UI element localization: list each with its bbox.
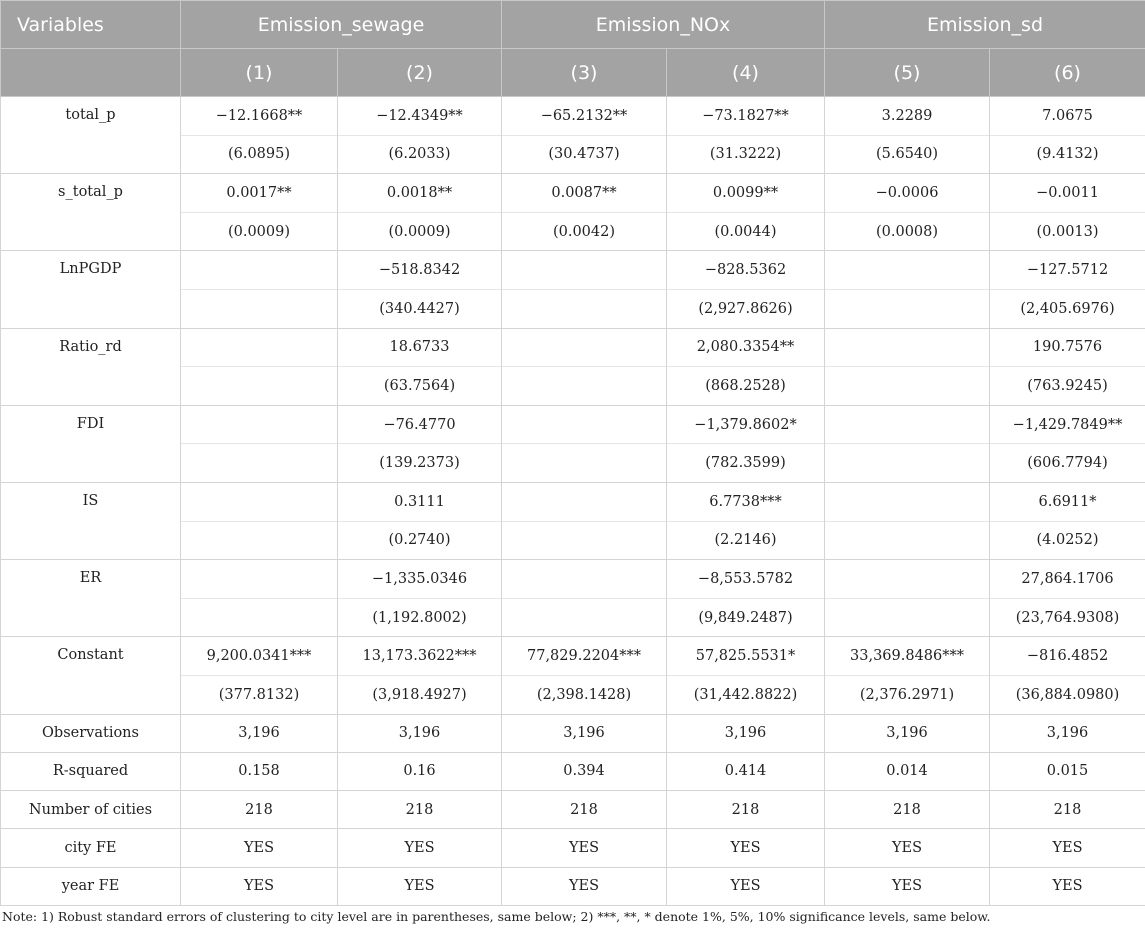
standard-error-cell: (0.0042) xyxy=(502,212,667,251)
standard-error-cell: (6.2033) xyxy=(338,135,502,174)
row-label: city FE xyxy=(1,829,181,867)
coefficient-cell xyxy=(825,251,990,290)
standard-error-cell: (9,849.2487) xyxy=(667,598,825,637)
statistic-cell: 3,196 xyxy=(667,714,825,752)
standard-error-cell: (2,398.1428) xyxy=(502,675,667,714)
statistic-cell: 0.394 xyxy=(502,752,667,790)
statistic-cell: YES xyxy=(825,867,990,905)
coefficient-cell xyxy=(502,560,667,599)
statistic-cell: YES xyxy=(990,829,1145,867)
statistic-cell: 0.16 xyxy=(338,752,502,790)
row-label: Observations xyxy=(1,714,181,752)
coefficient-cell: 33,369.8486*** xyxy=(825,637,990,676)
statistic-cell: YES xyxy=(502,867,667,905)
coefficient-cell: −1,379.8602* xyxy=(667,405,825,444)
coefficient-cell: 0.0018** xyxy=(338,174,502,213)
standard-error-cell: (340.4427) xyxy=(338,289,502,328)
row-label: ER xyxy=(1,560,181,637)
variables-header: Variables xyxy=(1,1,181,49)
column-header: (3) xyxy=(502,49,667,97)
table-row xyxy=(1,791,1145,829)
standard-error-cell xyxy=(502,444,667,483)
row-label: s_total_p xyxy=(1,174,181,251)
standard-error-cell xyxy=(502,521,667,560)
coefficient-cell: −1,335.0346 xyxy=(338,560,502,599)
row-label: IS xyxy=(1,482,181,559)
coefficient-cell: 0.3111 xyxy=(338,482,502,521)
coefficient-cell: 27,864.1706 xyxy=(990,560,1145,599)
coefficient-cell xyxy=(181,328,338,367)
standard-error-cell: (2,405.6976) xyxy=(990,289,1145,328)
coefficient-cell xyxy=(825,328,990,367)
statistic-cell: 3,196 xyxy=(502,714,667,752)
standard-error-cell xyxy=(502,598,667,637)
coefficient-cell xyxy=(502,251,667,290)
coefficient-cell xyxy=(181,482,338,521)
header-row-columns xyxy=(1,49,1145,97)
statistic-cell: 218 xyxy=(667,791,825,829)
coefficient-cell: 9,200.0341*** xyxy=(181,637,338,676)
coefficient-cell: 18.6733 xyxy=(338,328,502,367)
standard-error-cell: (5.6540) xyxy=(825,135,990,174)
coefficient-cell: −127.5712 xyxy=(990,251,1145,290)
row-label: year FE xyxy=(1,867,181,905)
statistic-cell: 218 xyxy=(825,791,990,829)
standard-error-cell xyxy=(825,521,990,560)
row-label: LnPGDP xyxy=(1,251,181,328)
standard-error-cell: (6.0895) xyxy=(181,135,338,174)
table-header xyxy=(1,1,1145,97)
coefficient-cell: 3.2289 xyxy=(825,97,990,136)
standard-error-cell xyxy=(502,289,667,328)
standard-error-cell xyxy=(181,367,338,406)
standard-error-cell xyxy=(825,289,990,328)
statistic-cell: 218 xyxy=(990,791,1145,829)
standard-error-cell: (0.0044) xyxy=(667,212,825,251)
standard-error-cell: (2,376.2971) xyxy=(825,675,990,714)
statistic-cell: YES xyxy=(825,829,990,867)
column-header: (1) xyxy=(181,49,338,97)
coefficient-cell: −0.0011 xyxy=(990,174,1145,213)
coefficient-cell: 0.0087** xyxy=(502,174,667,213)
statistic-cell: 0.414 xyxy=(667,752,825,790)
column-header: (6) xyxy=(990,49,1145,97)
coefficient-cell xyxy=(825,405,990,444)
table-row xyxy=(1,714,1145,752)
standard-error-cell: (0.0009) xyxy=(181,212,338,251)
row-label: R-squared xyxy=(1,752,181,790)
table-row xyxy=(1,405,1145,444)
coefficient-cell: 190.7576 xyxy=(990,328,1145,367)
standard-error-cell: (2.2146) xyxy=(667,521,825,560)
table-row xyxy=(1,752,1145,790)
standard-error-cell xyxy=(825,598,990,637)
standard-error-cell: (63.7564) xyxy=(338,367,502,406)
statistic-cell: YES xyxy=(181,867,338,905)
standard-error-cell xyxy=(825,444,990,483)
table-row xyxy=(1,174,1145,213)
coefficient-cell xyxy=(825,482,990,521)
coefficient-cell: 13,173.3622*** xyxy=(338,637,502,676)
statistic-cell: 3,196 xyxy=(181,714,338,752)
coefficient-cell xyxy=(825,560,990,599)
standard-error-cell xyxy=(181,289,338,328)
standard-error-cell: (2,927.8626) xyxy=(667,289,825,328)
row-label: Number of cities xyxy=(1,791,181,829)
coefficient-cell xyxy=(181,251,338,290)
statistic-cell: 218 xyxy=(181,791,338,829)
standard-error-cell: (0.0008) xyxy=(825,212,990,251)
column-header: (5) xyxy=(825,49,990,97)
row-label: total_p xyxy=(1,97,181,174)
statistic-cell: YES xyxy=(990,867,1145,905)
coefficient-cell: 0.0099** xyxy=(667,174,825,213)
statistic-cell: 0.014 xyxy=(825,752,990,790)
statistic-cell: 0.158 xyxy=(181,752,338,790)
table-row xyxy=(1,251,1145,290)
statistic-cell: YES xyxy=(338,829,502,867)
coefficient-cell: −518.8342 xyxy=(338,251,502,290)
coefficient-cell: −828.5362 xyxy=(667,251,825,290)
column-header: (4) xyxy=(667,49,825,97)
coefficient-cell: −12.1668** xyxy=(181,97,338,136)
statistic-cell: 0.015 xyxy=(990,752,1145,790)
coefficient-cell: 77,829.2204*** xyxy=(502,637,667,676)
table-row xyxy=(1,637,1145,676)
statistic-cell: 3,196 xyxy=(338,714,502,752)
coefficient-cell: −0.0006 xyxy=(825,174,990,213)
standard-error-cell: (1,192.8002) xyxy=(338,598,502,637)
standard-error-cell: (9.4132) xyxy=(990,135,1145,174)
table-row xyxy=(1,97,1145,136)
statistic-cell: 218 xyxy=(502,791,667,829)
header-row-groups xyxy=(1,1,1145,49)
statistic-cell: YES xyxy=(667,829,825,867)
coefficient-cell xyxy=(502,405,667,444)
coefficient-cell xyxy=(502,328,667,367)
coefficient-cell: 57,825.5531* xyxy=(667,637,825,676)
coefficient-cell: 2,080.3354** xyxy=(667,328,825,367)
coefficient-cell: 6.6911* xyxy=(990,482,1145,521)
statistic-cell: YES xyxy=(181,829,338,867)
statistic-cell: 218 xyxy=(338,791,502,829)
standard-error-cell: (0.0013) xyxy=(990,212,1145,251)
standard-error-cell: (868.2528) xyxy=(667,367,825,406)
table-note: Note: 1) Robust standard errors of clustering to city level are in parentheses, same below; 2) ***, **, * denote 1%, 5%, 10% significance levels, same below. xyxy=(2,909,991,924)
column-header: (2) xyxy=(338,49,502,97)
statistic-cell: 3,196 xyxy=(990,714,1145,752)
standard-error-cell: (4.0252) xyxy=(990,521,1145,560)
statistic-cell: YES xyxy=(338,867,502,905)
statistic-cell: 3,196 xyxy=(825,714,990,752)
standard-error-cell xyxy=(502,367,667,406)
standard-error-cell: (3,918.4927) xyxy=(338,675,502,714)
standard-error-cell: (36,884.0980) xyxy=(990,675,1145,714)
standard-error-cell xyxy=(181,444,338,483)
row-label: FDI xyxy=(1,405,181,482)
standard-error-cell: (0.2740) xyxy=(338,521,502,560)
standard-error-cell: (606.7794) xyxy=(990,444,1145,483)
statistic-cell: YES xyxy=(667,867,825,905)
table-row xyxy=(1,867,1145,905)
standard-error-cell: (0.0009) xyxy=(338,212,502,251)
table-row xyxy=(1,829,1145,867)
standard-error-cell: (31,442.8822) xyxy=(667,675,825,714)
empty-header-cell xyxy=(1,49,181,97)
coefficient-cell: 6.7738*** xyxy=(667,482,825,521)
row-label: Ratio_rd xyxy=(1,328,181,405)
standard-error-cell: (139.2373) xyxy=(338,444,502,483)
coefficient-cell xyxy=(181,405,338,444)
table-body xyxy=(1,97,1145,906)
group-header-nox: Emission_NOx xyxy=(502,1,825,49)
standard-error-cell: (763.9245) xyxy=(990,367,1145,406)
coefficient-cell: −12.4349** xyxy=(338,97,502,136)
standard-error-cell: (30.4737) xyxy=(502,135,667,174)
coefficient-cell: −73.1827** xyxy=(667,97,825,136)
standard-error-cell xyxy=(181,598,338,637)
standard-error-cell: (377.8132) xyxy=(181,675,338,714)
standard-error-cell: (31.3222) xyxy=(667,135,825,174)
row-label: Constant xyxy=(1,637,181,714)
coefficient-cell: −8,553.5782 xyxy=(667,560,825,599)
coefficient-cell xyxy=(181,560,338,599)
group-header-sewage: Emission_sewage xyxy=(181,1,502,49)
standard-error-cell xyxy=(181,521,338,560)
group-header-sd: Emission_sd xyxy=(825,1,1145,49)
standard-error-cell: (23,764.9308) xyxy=(990,598,1145,637)
coefficient-cell: −65.2132** xyxy=(502,97,667,136)
table-row xyxy=(1,328,1145,367)
coefficient-cell: −816.4852 xyxy=(990,637,1145,676)
coefficient-cell: 0.0017** xyxy=(181,174,338,213)
coefficient-cell: −76.4770 xyxy=(338,405,502,444)
table-row xyxy=(1,482,1145,521)
standard-error-cell: (782.3599) xyxy=(667,444,825,483)
table-row xyxy=(1,560,1145,599)
coefficient-cell: 7.0675 xyxy=(990,97,1145,136)
standard-error-cell xyxy=(825,367,990,406)
statistic-cell: YES xyxy=(502,829,667,867)
coefficient-cell: −1,429.7849** xyxy=(990,405,1145,444)
coefficient-cell xyxy=(502,482,667,521)
